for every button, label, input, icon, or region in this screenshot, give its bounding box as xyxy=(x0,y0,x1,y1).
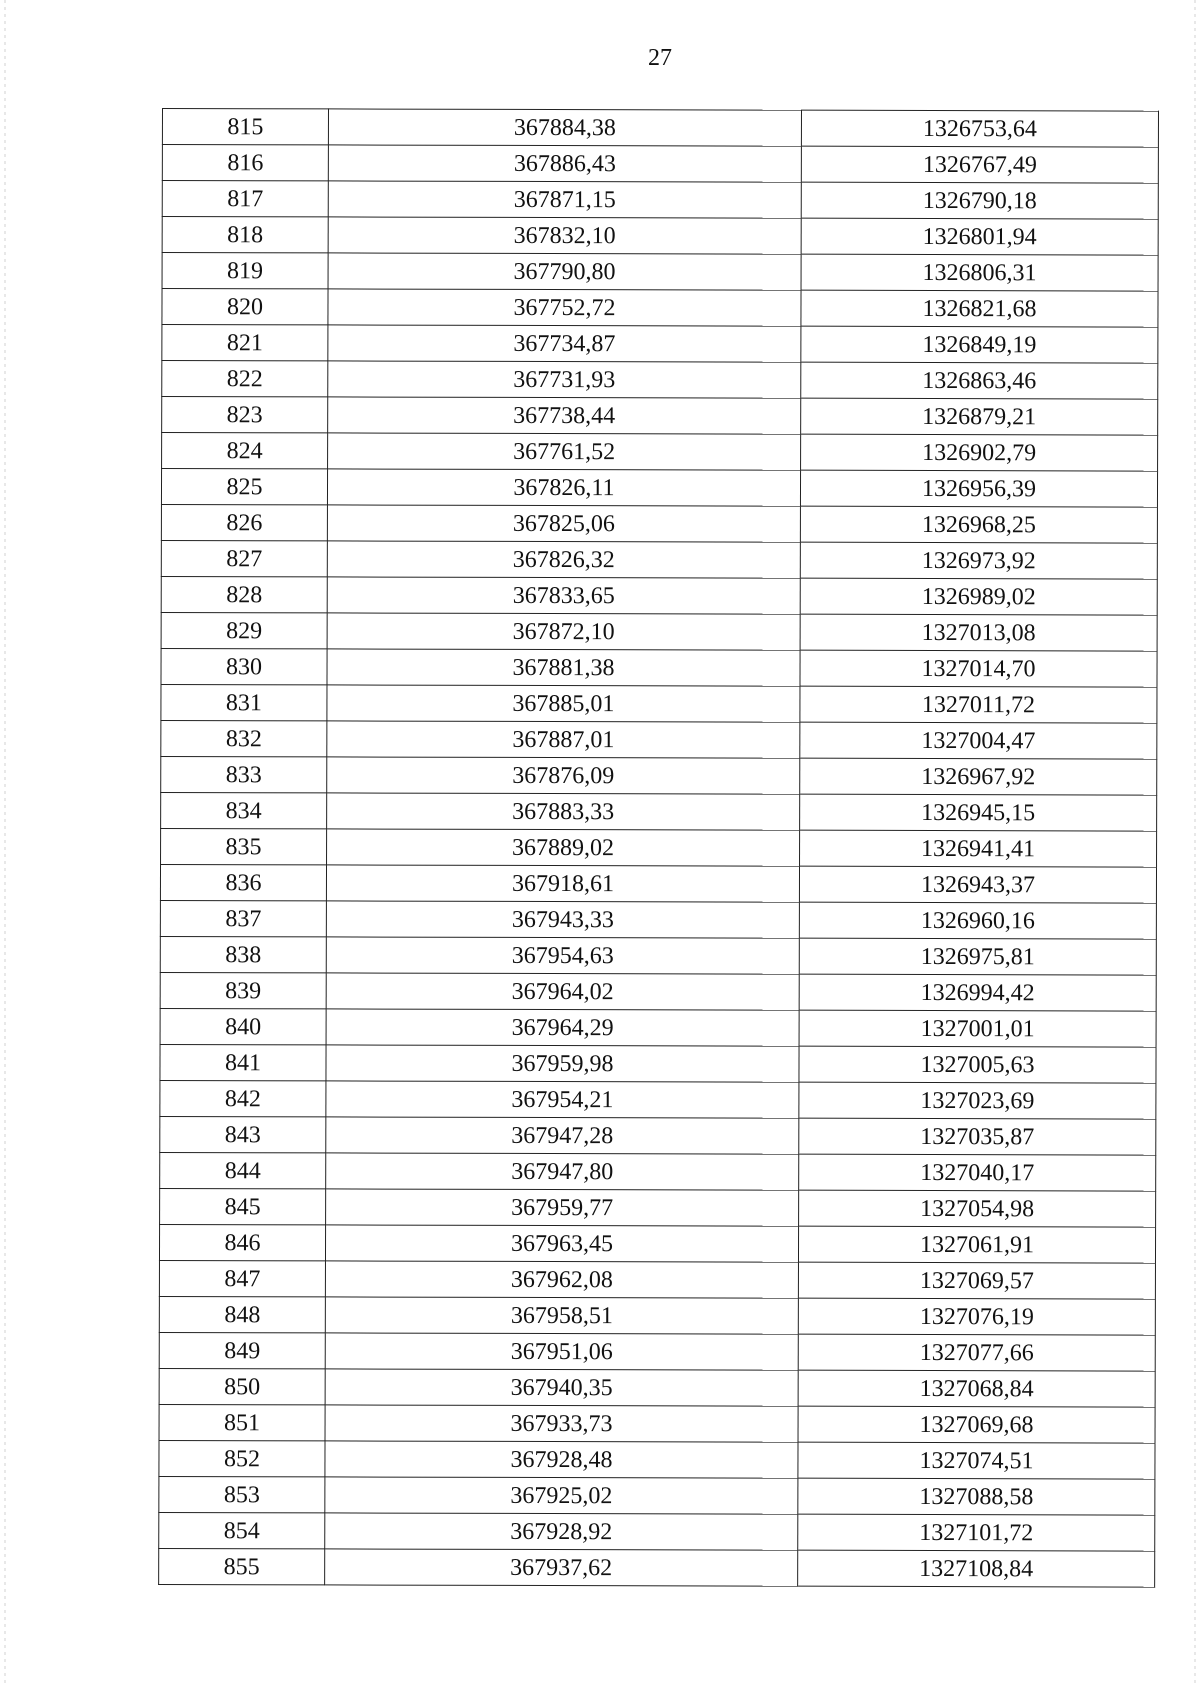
scan-edge-right xyxy=(1194,0,1196,1686)
point-number-cell: 840 xyxy=(160,1008,326,1044)
table-row xyxy=(161,612,1157,651)
table-row xyxy=(160,936,1156,975)
x-coordinate-cell: 367933,73 xyxy=(325,1405,798,1442)
y-coordinate-cell: 1327069,57 xyxy=(798,1262,1155,1299)
table-row xyxy=(159,1404,1155,1443)
point-number-cell: 850 xyxy=(159,1368,325,1404)
x-coordinate-cell: 367833,65 xyxy=(327,577,800,614)
y-coordinate-cell: 1327011,72 xyxy=(800,686,1157,723)
x-coordinate-cell: 367871,15 xyxy=(328,181,801,218)
y-coordinate-cell: 1327004,47 xyxy=(800,722,1157,759)
point-number-cell: 836 xyxy=(160,864,326,900)
y-coordinate-cell: 1327014,70 xyxy=(800,650,1157,687)
y-coordinate-cell: 1326806,31 xyxy=(801,254,1158,291)
y-coordinate-cell: 1326960,16 xyxy=(799,902,1156,939)
y-coordinate-cell: 1326994,42 xyxy=(799,974,1156,1011)
x-coordinate-cell: 367928,48 xyxy=(325,1441,798,1478)
point-number-cell: 816 xyxy=(162,145,328,181)
table-row xyxy=(160,972,1156,1011)
point-number-cell: 833 xyxy=(161,756,327,792)
point-number-cell: 828 xyxy=(161,576,327,612)
point-number-cell: 827 xyxy=(161,540,327,576)
point-number-cell: 839 xyxy=(160,972,326,1008)
y-coordinate-cell: 1326956,39 xyxy=(800,470,1157,507)
x-coordinate-cell: 367825,06 xyxy=(327,505,800,542)
table-row xyxy=(160,864,1156,903)
table-row xyxy=(162,433,1158,472)
y-coordinate-cell: 1326975,81 xyxy=(799,938,1156,975)
y-coordinate-cell: 1326767,49 xyxy=(801,146,1158,183)
x-coordinate-cell: 367752,72 xyxy=(328,289,801,326)
x-coordinate-cell: 367954,21 xyxy=(326,1081,799,1118)
table-row xyxy=(159,1260,1155,1299)
point-number-cell: 817 xyxy=(162,181,328,217)
x-coordinate-cell: 367734,87 xyxy=(328,325,801,362)
x-coordinate-cell: 367832,10 xyxy=(328,217,801,254)
point-number-cell: 832 xyxy=(161,720,327,756)
y-coordinate-cell: 1327076,19 xyxy=(798,1298,1155,1335)
x-coordinate-cell: 367826,11 xyxy=(327,469,800,506)
point-number-cell: 820 xyxy=(162,289,328,325)
y-coordinate-cell: 1326943,37 xyxy=(799,866,1156,903)
table-row xyxy=(161,648,1157,687)
x-coordinate-cell: 367962,08 xyxy=(325,1261,798,1298)
y-coordinate-cell: 1327077,66 xyxy=(798,1334,1155,1371)
table-row xyxy=(159,1512,1155,1551)
x-coordinate-cell: 367964,02 xyxy=(326,973,799,1010)
y-coordinate-cell: 1326973,92 xyxy=(800,542,1157,579)
x-coordinate-cell: 367885,01 xyxy=(327,685,800,722)
y-coordinate-cell: 1327101,72 xyxy=(798,1514,1155,1551)
y-coordinate-cell: 1327023,69 xyxy=(799,1082,1156,1119)
table-row xyxy=(161,576,1157,615)
point-number-cell: 845 xyxy=(160,1188,326,1224)
x-coordinate-cell: 367731,93 xyxy=(328,361,801,398)
table-row xyxy=(161,828,1157,867)
x-coordinate-cell: 367790,80 xyxy=(328,253,801,290)
y-coordinate-cell: 1327035,87 xyxy=(799,1118,1156,1155)
table-row xyxy=(159,1548,1155,1587)
x-coordinate-cell: 367937,62 xyxy=(325,1549,798,1586)
table-row xyxy=(162,325,1158,364)
y-coordinate-cell: 1327061,91 xyxy=(798,1226,1155,1263)
point-number-cell: 843 xyxy=(160,1116,326,1152)
point-number-cell: 824 xyxy=(162,433,328,469)
point-number-cell: 854 xyxy=(159,1512,325,1548)
y-coordinate-cell: 1326968,25 xyxy=(800,506,1157,543)
table-row xyxy=(161,684,1157,723)
table-row xyxy=(159,1224,1155,1263)
table-row xyxy=(160,1116,1156,1155)
x-coordinate-cell: 367876,09 xyxy=(327,757,800,794)
table-row xyxy=(160,900,1156,939)
table-row xyxy=(160,1044,1156,1083)
x-coordinate-cell: 367951,06 xyxy=(325,1333,798,1370)
point-number-cell: 825 xyxy=(161,469,327,505)
x-coordinate-cell: 367964,29 xyxy=(326,1009,799,1046)
y-coordinate-cell: 1326863,46 xyxy=(801,362,1158,399)
point-number-cell: 849 xyxy=(159,1332,325,1368)
y-coordinate-cell: 1326945,15 xyxy=(800,794,1157,831)
y-coordinate-cell: 1326879,21 xyxy=(801,398,1158,435)
y-coordinate-cell: 1326790,18 xyxy=(801,182,1158,219)
table-row xyxy=(162,145,1158,184)
x-coordinate-cell: 367881,38 xyxy=(327,649,800,686)
x-coordinate-cell: 367925,02 xyxy=(325,1477,798,1514)
x-coordinate-cell: 367918,61 xyxy=(326,865,799,902)
point-number-cell: 835 xyxy=(161,828,327,864)
point-number-cell: 853 xyxy=(159,1476,325,1512)
table-row xyxy=(159,1440,1155,1479)
y-coordinate-cell: 1327001,01 xyxy=(799,1010,1156,1047)
scan-edge-left xyxy=(4,0,6,1686)
table-row xyxy=(162,109,1158,148)
point-number-cell: 818 xyxy=(162,217,328,253)
x-coordinate-cell: 367826,32 xyxy=(327,541,800,578)
x-coordinate-cell: 367940,35 xyxy=(325,1369,798,1406)
point-number-cell: 822 xyxy=(162,361,328,397)
y-coordinate-cell: 1327074,51 xyxy=(798,1442,1155,1479)
x-coordinate-cell: 367928,92 xyxy=(325,1513,798,1550)
x-coordinate-cell: 367883,33 xyxy=(327,793,800,830)
y-coordinate-cell: 1326902,79 xyxy=(801,434,1158,471)
table-row xyxy=(159,1296,1155,1335)
table-row xyxy=(159,1368,1155,1407)
coordinates-table xyxy=(158,108,1159,1588)
page-number: 27 xyxy=(648,45,672,71)
table-row xyxy=(160,1152,1156,1191)
point-number-cell: 831 xyxy=(161,684,327,720)
table-row xyxy=(161,469,1157,508)
table-row xyxy=(162,361,1158,400)
table-row xyxy=(160,1080,1156,1119)
x-coordinate-cell: 367943,33 xyxy=(326,901,799,938)
point-number-cell: 846 xyxy=(159,1224,325,1260)
table-row xyxy=(161,756,1157,795)
y-coordinate-cell: 1327005,63 xyxy=(799,1046,1156,1083)
point-number-cell: 841 xyxy=(160,1044,326,1080)
y-coordinate-cell: 1327108,84 xyxy=(798,1550,1155,1587)
point-number-cell: 821 xyxy=(162,325,328,361)
y-coordinate-cell: 1327013,08 xyxy=(800,614,1157,651)
table-row xyxy=(161,792,1157,831)
point-number-cell: 823 xyxy=(162,397,328,433)
point-number-cell: 830 xyxy=(161,648,327,684)
coordinates-table-body xyxy=(159,109,1159,1588)
x-coordinate-cell: 367947,80 xyxy=(326,1153,799,1190)
y-coordinate-cell: 1327068,84 xyxy=(798,1370,1155,1407)
y-coordinate-cell: 1326753,64 xyxy=(801,110,1158,147)
table-row xyxy=(160,1008,1156,1047)
point-number-cell: 815 xyxy=(162,109,328,145)
table-row xyxy=(161,720,1157,759)
table-row xyxy=(159,1332,1155,1371)
point-number-cell: 838 xyxy=(160,936,326,972)
point-number-cell: 826 xyxy=(161,504,327,540)
x-coordinate-cell: 367738,44 xyxy=(328,397,801,434)
y-coordinate-cell: 1326801,94 xyxy=(801,218,1158,255)
y-coordinate-cell: 1326849,19 xyxy=(801,326,1158,363)
table-row xyxy=(162,217,1158,256)
x-coordinate-cell: 367884,38 xyxy=(328,109,801,146)
point-number-cell: 848 xyxy=(159,1296,325,1332)
point-number-cell: 837 xyxy=(160,900,326,936)
y-coordinate-cell: 1326967,92 xyxy=(800,758,1157,795)
table-row xyxy=(162,253,1158,292)
y-coordinate-cell: 1327069,68 xyxy=(798,1406,1155,1443)
x-coordinate-cell: 367959,77 xyxy=(326,1189,799,1226)
table-row xyxy=(159,1476,1155,1515)
table-row xyxy=(161,540,1157,579)
point-number-cell: 847 xyxy=(159,1260,325,1296)
table-row xyxy=(162,289,1158,328)
table-row xyxy=(161,504,1157,543)
point-number-cell: 834 xyxy=(161,792,327,828)
x-coordinate-cell: 367954,63 xyxy=(326,937,799,974)
point-number-cell: 829 xyxy=(161,612,327,648)
y-coordinate-cell: 1326941,41 xyxy=(800,830,1157,867)
point-number-cell: 855 xyxy=(159,1548,325,1584)
table-row xyxy=(162,397,1158,436)
x-coordinate-cell: 367959,98 xyxy=(326,1045,799,1082)
y-coordinate-cell: 1327040,17 xyxy=(799,1154,1156,1191)
point-number-cell: 851 xyxy=(159,1404,325,1440)
y-coordinate-cell: 1327088,58 xyxy=(798,1478,1155,1515)
table-row xyxy=(160,1188,1156,1227)
x-coordinate-cell: 367872,10 xyxy=(327,613,800,650)
point-number-cell: 852 xyxy=(159,1440,325,1476)
y-coordinate-cell: 1327054,98 xyxy=(799,1190,1156,1227)
x-coordinate-cell: 367947,28 xyxy=(326,1117,799,1154)
x-coordinate-cell: 367761,52 xyxy=(328,433,801,470)
x-coordinate-cell: 367886,43 xyxy=(328,145,801,182)
table-row xyxy=(162,181,1158,220)
x-coordinate-cell: 367958,51 xyxy=(325,1297,798,1334)
x-coordinate-cell: 367889,02 xyxy=(327,829,800,866)
y-coordinate-cell: 1326989,02 xyxy=(800,578,1157,615)
y-coordinate-cell: 1326821,68 xyxy=(801,290,1158,327)
point-number-cell: 819 xyxy=(162,253,328,289)
x-coordinate-cell: 367963,45 xyxy=(325,1225,798,1262)
x-coordinate-cell: 367887,01 xyxy=(327,721,800,758)
point-number-cell: 844 xyxy=(160,1152,326,1188)
point-number-cell: 842 xyxy=(160,1080,326,1116)
